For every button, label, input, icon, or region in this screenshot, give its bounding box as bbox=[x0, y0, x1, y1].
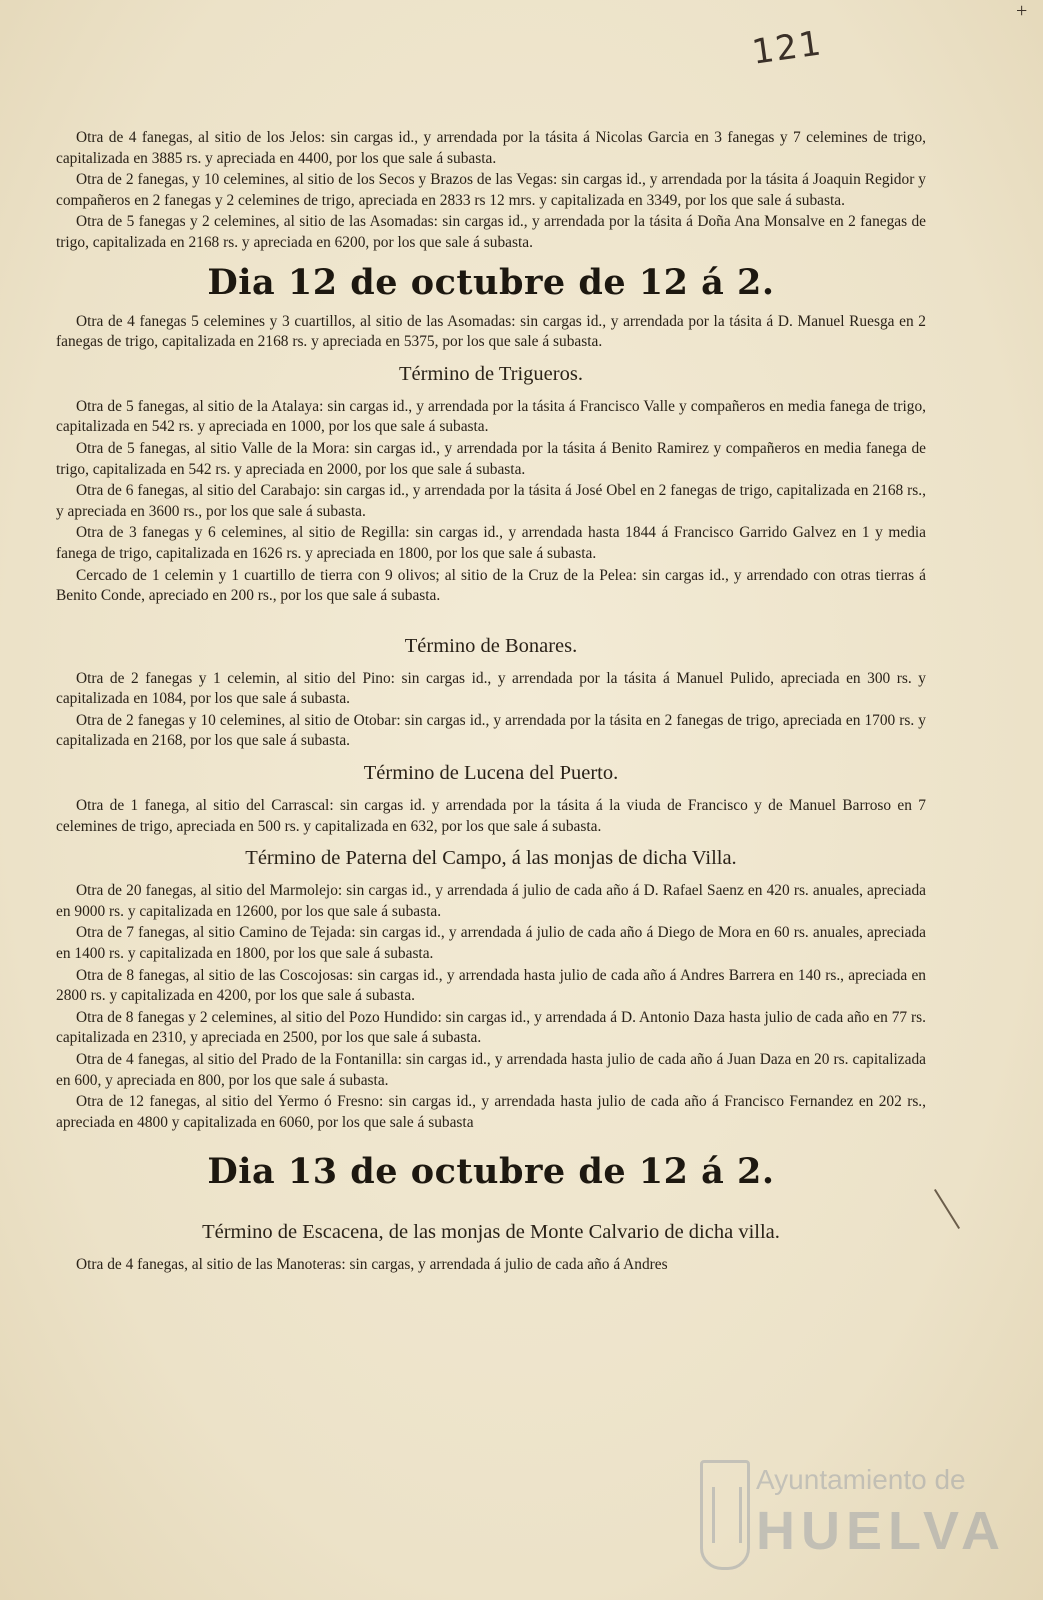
day-heading-12: Dia 12 de octubre de 12 á 2. bbox=[207, 261, 775, 303]
term-heading-trigueros: Término de Trigueros. bbox=[399, 362, 583, 385]
entry-regilla: Otra de 3 fanegas y 6 celemines, al sitio de Regilla: sin cargas id., y arrendada hasta 1844 á Francisco Garrido Galvez en 1 y media fanega de trigo, capitalizada en 1626 rs. y apreciada en 1800, por los que sale á subasta. bbox=[56, 524, 926, 562]
entry-yermo-fresno: Otra de 12 fanegas, al sitio del Yermo ó Fresno: sin cargas id., y arrendada hasta julio de cada año á Francisco Fernandez en 202 rs., apreciada en 4800 y capitalizada en 6060, por los que sale á subasta bbox=[56, 1093, 926, 1131]
bonares-section bbox=[56, 669, 926, 752]
day-heading-13: Dia 13 de octubre de 12 á 2. bbox=[207, 1151, 775, 1193]
entry-coscojosas: Otra de 8 fanegas, al sitio de las Coscojosas: sin cargas id., y arrendada hasta julio de cada año á Andres Barrera en 140 rs., apreciada en 2800 rs. y capitalizada en 4200, por los que sale á subasta. bbox=[56, 966, 926, 1005]
entry-marmolejo: Otra de 20 fanegas, al sitio del Marmolejo: sin cargas id., y arrendada á julio de cada año á D. Rafael Saenz en 420 rs. anuales, apreciada en 9000 rs. y capitalizada en 12600, por los que sale á subasta. bbox=[56, 882, 926, 920]
entry-valle-mora: Otra de 5 fanegas, al sitio Valle de la Mora: sin cargas id., y arrendada por la tásita á Benito Ramirez y compañeros en media fanega de trigo, capitalizada en 542 rs. y apreciada en 2000, por los que sale á subasta. bbox=[56, 439, 926, 478]
intro-section bbox=[56, 128, 926, 254]
paterna-section bbox=[56, 881, 926, 1133]
term-heading-bonares: Término de Bonares. bbox=[404, 634, 578, 657]
entry-carrascal: Otra de 1 fanega, al sitio del Carrascal: sin cargas id. y arrendada por la tásita á la viuda de Francisco y de Manuel Barroso en 7 celemines de trigo, apreciada en 500 rs. y capitalizada en 632, por los que sale á subasta. bbox=[56, 797, 926, 835]
archive-watermark bbox=[700, 1460, 1006, 1570]
ink-mark bbox=[934, 1189, 960, 1229]
entry-prado-fontanilla: Otra de 4 fanegas, al sitio del Prado de la Fontanilla: sin cargas id., y arrendada hasta julio de cada año á Juan Daza en 20 rs. capitalizada en 600, y apreciada en 800, por los que sale á subasta. bbox=[56, 1051, 926, 1089]
folio-number: 121 bbox=[749, 23, 826, 73]
corner-mark: + bbox=[1016, 0, 1028, 22]
term-heading-lucena: Término de Lucena del Puerto. bbox=[363, 762, 619, 785]
entry-manoteras: Otra de 4 fanegas, al sitio de las Manoteras: sin cargas, y arrendada á julio de cada año á Andres bbox=[76, 1256, 668, 1274]
day12-section bbox=[56, 312, 926, 353]
document-body bbox=[56, 128, 926, 1276]
entry-otobar: Otra de 2 fanegas y 10 celemines, al sitio de Otobar: sin cargas id., y arrendada por la tásita en 2 fanegas de trigo, apreciada en 1700 rs. y capitalizada en 2168, por los que sale á subasta. bbox=[56, 711, 926, 750]
watermark-line2: HUELVA bbox=[756, 1501, 1006, 1561]
entry-cruz-pelea: Cercado de 1 celemin y 1 cuartillo de tierra con 9 olivos; al sitio de la Cruz de la Pelea: sin cargas id., y arrendado con otras tierras á Benito Conde, apreciado en 200 rs., por los que sale á subasta. bbox=[56, 566, 926, 605]
entry-asomadas-ruesga: Otra de 4 fanegas 5 celemines y 3 cuartillos, al sitio de las Asomadas: sin cargas id., y arrendada por la tásita á D. Manuel Ruesga en 2 fanegas de trigo, capitalizada en 2168 rs. y apreciada en 5375, por los que sale á subasta. bbox=[56, 312, 926, 351]
entry-atalaya: Otra de 5 fanegas, al sitio de la Atalaya: sin cargas id., y arrendada por la tásita á Francisco Valle y compañeros en media fanega de trigo, capitalizada en 542 rs. y apreciada en 1000, por los que sale á subasta. bbox=[56, 397, 926, 436]
entry-secos-brazos: Otra de 2 fanegas, y 10 celemines, al sitio de los Secos y Brazos de las Vegas: sin cargas id., y arrendada por la tásita á Joaquin Regidor y compañeros en 2 fanegas y 2 celemines de trigo, apreciada en 2833 rs 12 mrs. y capitalizada en 3349, por los que sale á subasta. bbox=[56, 171, 926, 209]
entry-pozo-hundido: Otra de 8 fanegas y 2 celemines, al sitio del Pozo Hundido: sin cargas id., y arrendada á D. Antonio Daza hasta julio de cada año en 77 rs. capitalizada en 2310, y apreciada en 2500, por los que sale á subasta. bbox=[56, 1008, 926, 1047]
entry-camino-tejada: Otra de 7 fanegas, al sitio Camino de Tejada: sin cargas id., y arrendada á julio de cada año á Diego de Mora en 60 rs. anuales, apreciada en 1400 rs. y capitalizada en 1800, por los que sale á subasta. bbox=[56, 924, 926, 963]
entry-pino: Otra de 2 fanegas y 1 celemin, al sitio del Pino: sin cargas id., y arrendada por la tásita á Manuel Pulido, apreciada en 300 rs. y capitalizada en 1084, por los que sale á subasta. bbox=[56, 669, 926, 708]
entry-asomadas: Otra de 5 fanegas y 2 celemines, al sitio de las Asomadas: sin cargas id., y arrendada por la tásita á Doña Ana Monsalve en 2 fanegas de trigo, capitalizada en 2168 rs. y apreciada en 6200, por los que sale á subasta. bbox=[56, 213, 926, 251]
trigueros-section bbox=[56, 397, 926, 607]
escacena-section bbox=[56, 1255, 926, 1276]
term-heading-paterna: Término de Paterna del Campo, á las monjas de dicha Villa. bbox=[245, 847, 737, 870]
shield-icon bbox=[700, 1460, 750, 1570]
entry-jelos: Otra de 4 fanegas, al sitio de los Jelos: sin cargas id., y arrendada por la tásita á Nicolas Garcia en 3 fanegas y 7 celemines de trigo, capitalizada en 3885 rs. y apreciada en 4400, por los que sale á subasta. bbox=[56, 129, 926, 167]
term-heading-escacena: Término de Escacena, de las monjas de Monte Calvario de dicha villa. bbox=[202, 1221, 780, 1244]
watermark-line1: Ayuntamiento de bbox=[756, 1464, 966, 1495]
lucena-section bbox=[56, 796, 926, 837]
entry-carabajo: Otra de 6 fanegas, al sitio del Carabajo: sin cargas id., y arrendada por la tásita á José Obel en 2 fanegas de trigo, capitalizada en 2168 rs., y apreciada en 3600 rs., por los que sale á subasta. bbox=[56, 482, 926, 520]
